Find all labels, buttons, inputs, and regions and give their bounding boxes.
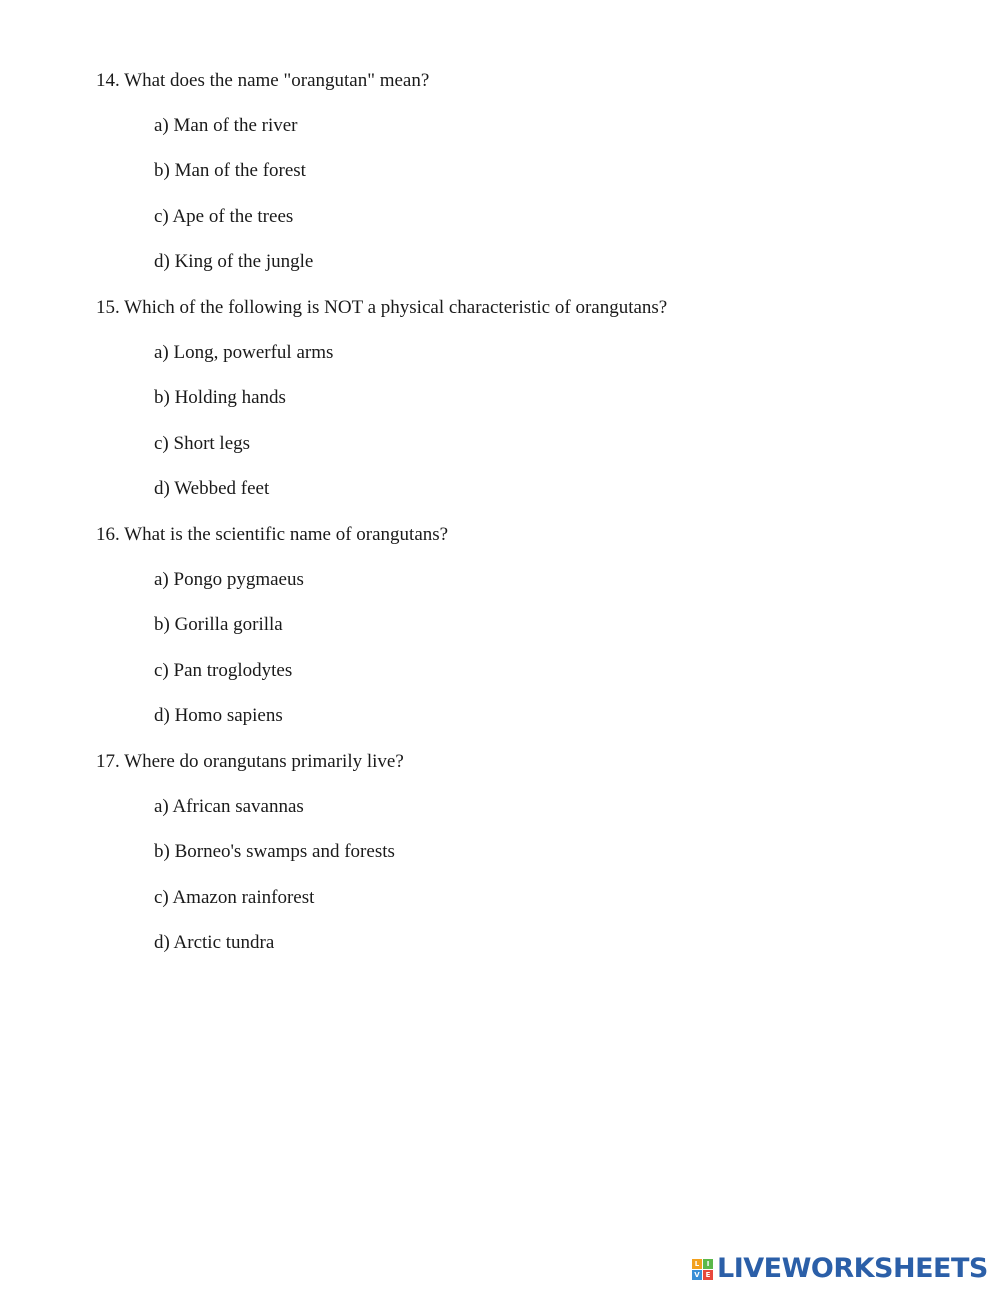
question-14-option-a: a) Man of the river <box>154 115 298 136</box>
logo-mark-tile-l: L <box>692 1259 702 1269</box>
question-15-option-c: c) Short legs <box>154 433 251 454</box>
question-14-prompt: 14. What does the name "orangutan" mean? <box>96 70 430 91</box>
logo-mark-tile-i: I <box>703 1259 713 1269</box>
question-16-option-a: a) Pongo pygmaeus <box>154 569 304 590</box>
question-15-option-a: a) Long, powerful arms <box>154 342 334 363</box>
question-17-option-b: b) Borneo's swamps and forests <box>154 841 395 862</box>
question-16-option-b: b) Gorilla gorilla <box>154 614 283 635</box>
question-15-prompt: 15. Which of the following is NOT a physical characteristic of orangutans? <box>96 297 668 318</box>
question-15-option-d: d) Webbed feet <box>154 478 270 499</box>
question-17-prompt: 17. Where do orangutans primarily live? <box>96 751 404 772</box>
question-14-option-d: d) King of the jungle <box>154 251 314 272</box>
question-17-option-c: c) Amazon rainforest <box>154 887 315 908</box>
question-14-option-c: c) Ape of the trees <box>154 206 294 227</box>
question-16-option-c: c) Pan troglodytes <box>154 660 293 681</box>
question-14-option-b: b) Man of the forest <box>154 160 306 181</box>
question-16-option-d: d) Homo sapiens <box>154 705 283 726</box>
question-15-option-b: b) Holding hands <box>154 387 286 408</box>
question-17-option-d: d) Arctic tundra <box>154 932 275 953</box>
question-17-option-a: a) African savannas <box>154 796 304 817</box>
question-16-prompt: 16. What is the scientific name of orangutans? <box>96 524 449 545</box>
liveworksheets-logo-text: LIVEWORKSHEETS <box>717 1253 988 1284</box>
liveworksheets-logo-mark <box>692 1259 713 1280</box>
liveworksheets-logo <box>692 1254 988 1284</box>
logo-mark-tile-v: V <box>692 1270 702 1280</box>
logo-mark-tile-e: E <box>703 1270 713 1280</box>
